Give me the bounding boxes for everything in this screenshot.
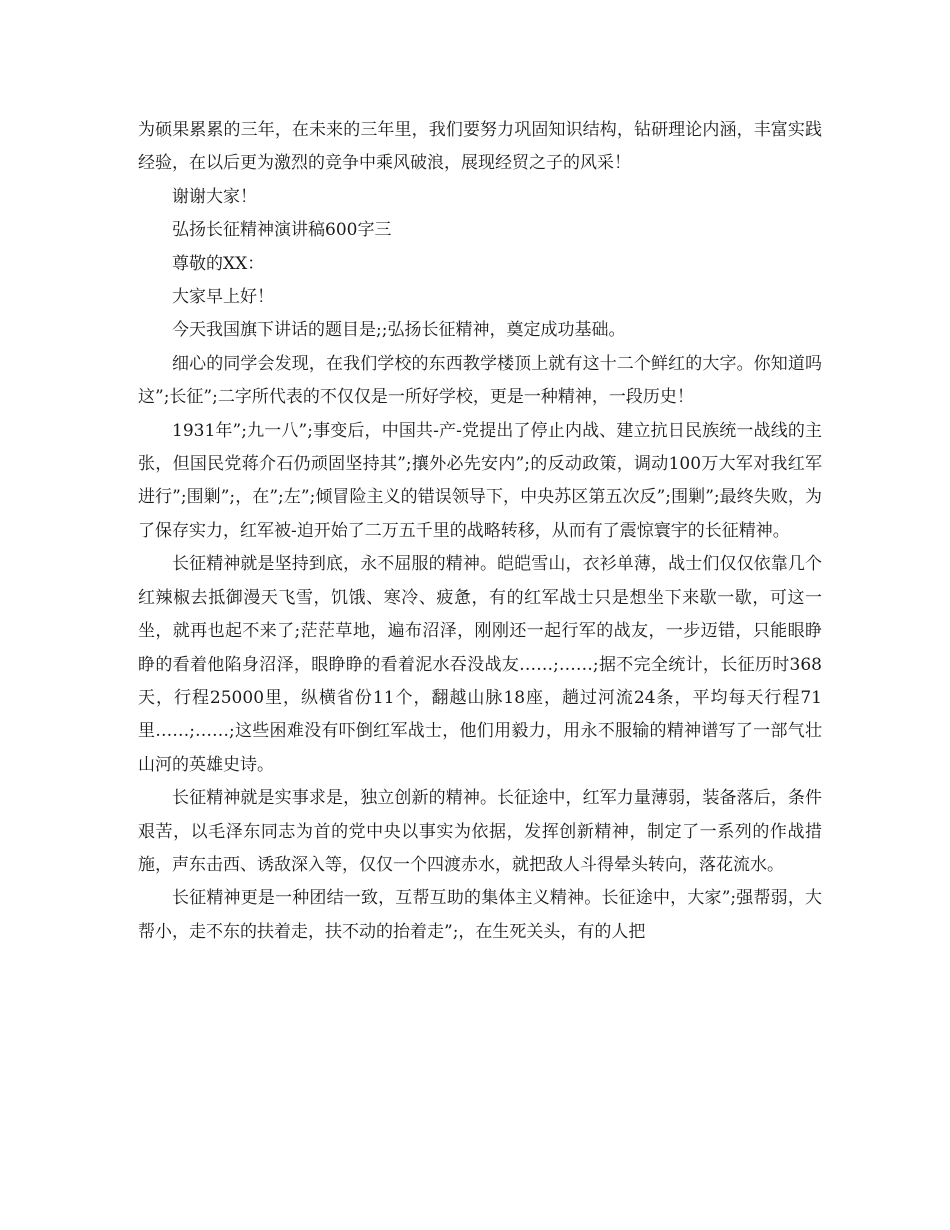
paragraph: 为硕果累累的三年，在未来的三年里，我们要努力巩固知识结构，钻研理论内涵，丰富实践经验，在以后更为激烈的竞争中乘风破浪，展现经贸之子的风采！ [138, 120, 822, 174]
paragraph: 长征精神就是坚持到底，永不屈服的精神。皑皑雪山，衣衫单薄，战士们仅仅依靠几个红辣椒去抵御漫天飞雪，饥饿、寒冷、疲惫，有的红军战士只是想坐下来歇一歇，可这一坐，就再也起不来了;茫茫草地，遍布沼泽，刚刚还一起行军的战友，一步迈错，只能眼睁睁的看着他陷身沼泽，眼睁睁的看着泥水吞没战友……;……;据不完全统计，长征历时368天，行程25000里，纵横省份11个，翻越山脉18座，趟过河流24条，平均每天行程71里……;……;这些困难没有吓倒红军战士，他们用毅力，用永不服输的精神谱写了一部气壮山河的英雄史诗。 [138, 554, 822, 775]
paragraph: 1931年”;九一八”;事变后，中国共-产-党提出了停止内战、建立抗日民族统一战线的主张，但国民党蒋介石仍顽固坚持其”;攘外必先安内”;的反动政策，调动100万大军对我红军进行”;围剿”;，在”;左”;倾冒险主义的错误领导下，中央苏区第五次反”;围剿”;最终失败，为了保存实力，红军被-迫开始了二万五千里的战略转移，从而有了震惊寰宇的长征精神。 [138, 420, 822, 541]
paragraph: 长征精神更是一种团结一致，互帮互助的集体主义精神。长征途中，大家”;强帮弱，大帮小，走不东的扶着走，扶不动的抬着走”;，在生死关头，有的人把 [138, 888, 822, 942]
paragraph: 细心的同学会发现，在我们学校的东西教学楼顶上就有这十二个鲜红的大字。你知道吗这”;长征”;二字所代表的不仅仅是一所好学校，更是一种精神，一段历史！ [138, 353, 822, 408]
paragraph: 长征精神就是实事求是，独立创新的精神。长征途中，红军力量薄弱，装备落后，条件艰苦，以毛泽东同志为首的党中央以事实为依据，发挥创新精神，制定了一系列的作战措施，声东击西、诱敌深入等，仅仅一个四渡赤水，就把敌人斗得晕头转向，落花流水。 [138, 788, 822, 875]
document-body [138, 114, 822, 949]
section-title: 弘扬长征精神演讲稿600字三 [172, 220, 392, 241]
paragraph: 谢谢大家！ [172, 186, 257, 207]
paragraph: 今天我国旗下讲话的题目是;;弘扬长征精神，奠定成功基础。 [172, 320, 626, 341]
greeting: 大家早上好！ [172, 287, 274, 308]
salutation: 尊敬的XX： [172, 253, 265, 274]
